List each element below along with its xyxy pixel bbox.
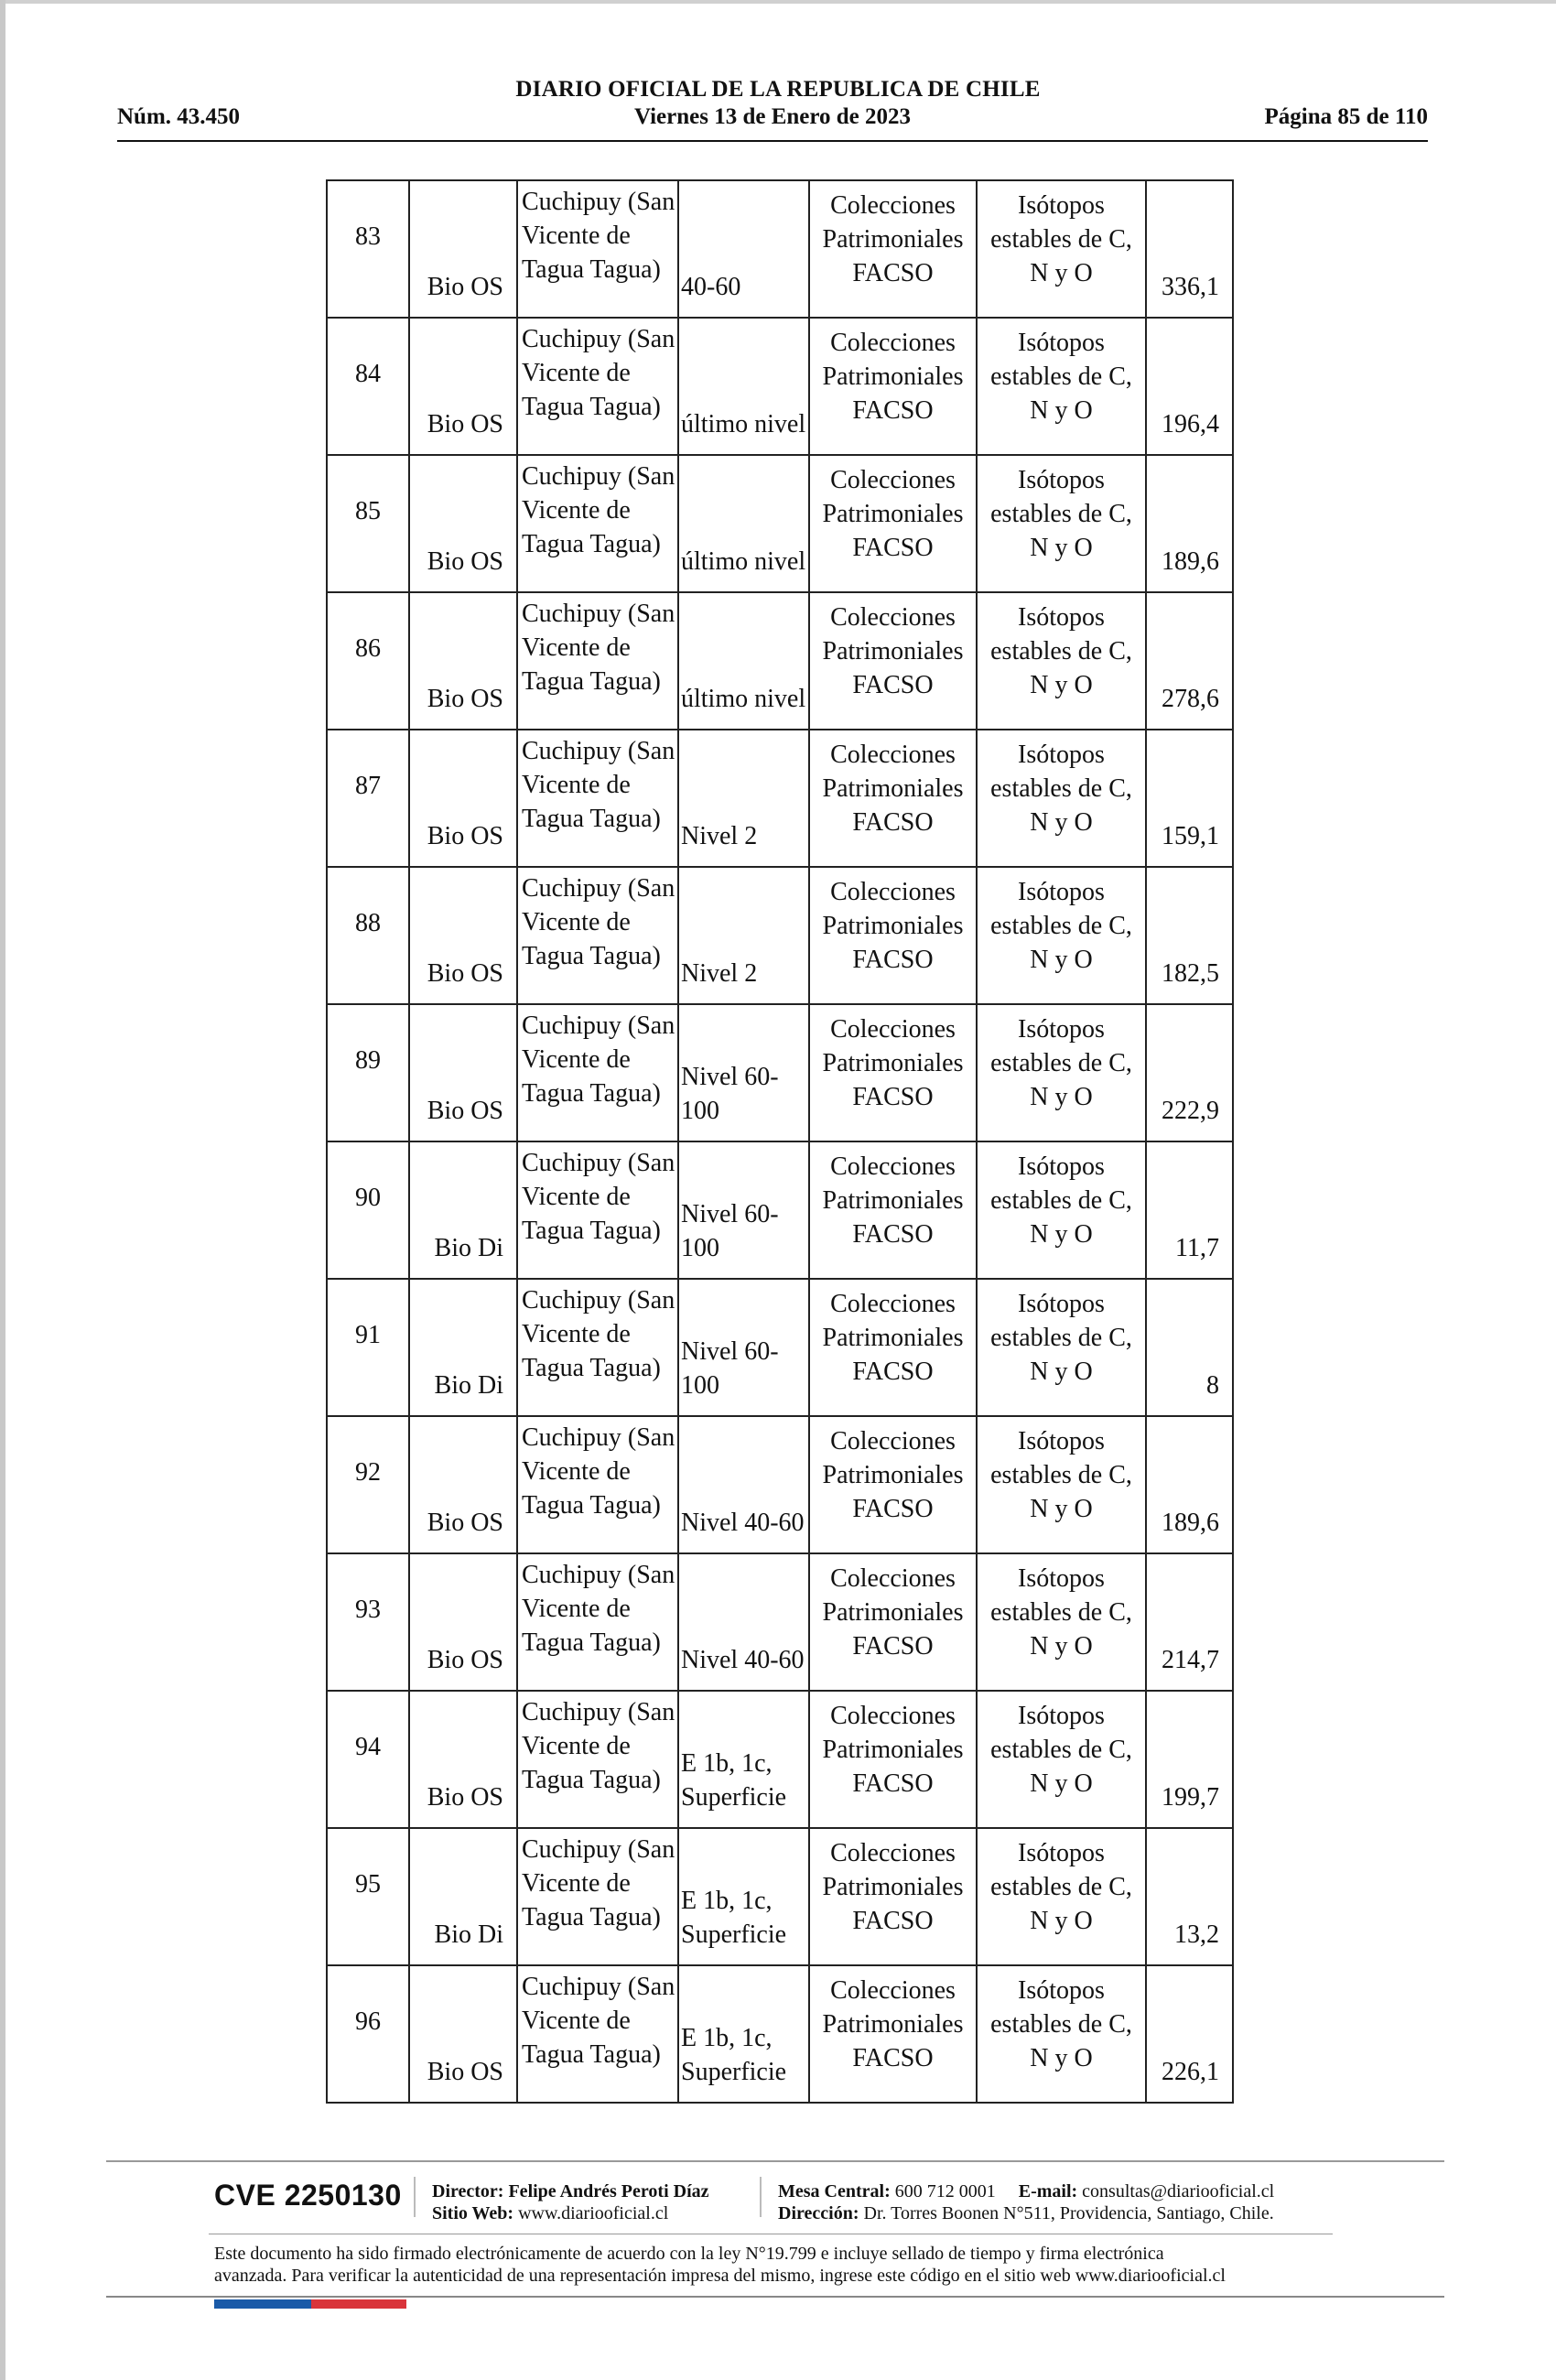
sample-level: último nivel: [681, 410, 806, 438]
sample-analysis: Isótopos estables de C, N y O: [990, 1976, 1132, 2072]
sample-value: 196,4: [1162, 410, 1219, 438]
sample-analysis: Isótopos estables de C, N y O: [990, 1839, 1132, 1935]
samples-table: [326, 179, 1234, 2104]
table-cell: [1146, 1828, 1233, 1965]
table-cell: [327, 1141, 409, 1279]
footer-separator: [760, 2177, 762, 2217]
table-row: [327, 1828, 1233, 1965]
sample-site: Cuchipuy (San Vicente de Tagua Tagua): [522, 1423, 675, 1520]
page-edge-top: [0, 0, 1556, 4]
sample-number: 87: [355, 772, 381, 800]
sample-collection: Colecciones Patrimoniales FACSO: [822, 1702, 964, 1798]
table-cell: [517, 1279, 678, 1416]
sample-level: Nivel 60- 100: [681, 1200, 779, 1262]
sample-value: 199,7: [1162, 1783, 1219, 1812]
table-cell: [409, 1004, 517, 1141]
sample-level: último nivel: [681, 547, 806, 576]
sample-site: Cuchipuy (San Vicente de Tagua Tagua): [522, 1561, 675, 1657]
sample-site: Cuchipuy (San Vicente de Tagua Tagua): [522, 737, 675, 833]
table-cell: [1146, 1004, 1233, 1141]
table-cell: [409, 318, 517, 455]
footer-divider-top: [106, 2160, 1444, 2162]
table-cell: [1146, 730, 1233, 867]
sample-analysis: Isótopos estables de C, N y O: [990, 1015, 1132, 1111]
sample-level: Nivel 60- 100: [681, 1063, 779, 1125]
sample-site: Cuchipuy (San Vicente de Tagua Tagua): [522, 1973, 675, 2069]
sample-value: 189,6: [1162, 547, 1219, 576]
flag-stripe-blue: [214, 2299, 311, 2309]
sample-value: 214,7: [1162, 1646, 1219, 1674]
sample-site: Cuchipuy (San Vicente de Tagua Tagua): [522, 1698, 675, 1794]
sample-analysis: Isótopos estables de C, N y O: [990, 741, 1132, 837]
table-cell: [977, 1141, 1146, 1279]
sample-value: 13,2: [1174, 1920, 1219, 1949]
table-cell: [809, 1004, 977, 1141]
table-cell: [809, 1553, 977, 1691]
table-cell: [977, 1553, 1146, 1691]
table-cell: [327, 1416, 409, 1553]
table-cell: [678, 592, 809, 730]
sample-number: 88: [355, 909, 381, 937]
sample-type: Bio Di: [434, 1920, 503, 1949]
table-cell: [409, 592, 517, 730]
table-cell: [809, 1965, 977, 2103]
sample-level: Nivel 2: [681, 959, 758, 988]
table-cell: [517, 730, 678, 867]
footer-director-block: [432, 2180, 709, 2224]
sample-collection: Colecciones Patrimoniales FACSO: [822, 191, 964, 287]
sample-level: 40-60: [681, 273, 741, 301]
page-indicator: Página 85 de 110: [1264, 104, 1428, 129]
table-row: [327, 1004, 1233, 1141]
sample-number: 93: [355, 1596, 381, 1624]
sample-analysis: Isótopos estables de C, N y O: [990, 191, 1132, 287]
table-cell: [327, 455, 409, 592]
footer-contact-block: [778, 2180, 1274, 2224]
table-cell: [409, 730, 517, 867]
table-cell: [517, 1691, 678, 1828]
table-cell: [409, 867, 517, 1004]
table-cell: [327, 318, 409, 455]
website-link[interactable]: www.diariooficial.cl: [518, 2203, 669, 2223]
table-cell: [327, 730, 409, 867]
sample-analysis: Isótopos estables de C, N y O: [990, 1564, 1132, 1661]
table-cell: [409, 1553, 517, 1691]
sample-site: Cuchipuy (San Vicente de Tagua Tagua): [522, 325, 675, 421]
table-row: [327, 1553, 1233, 1691]
flag-stripe-red: [311, 2299, 406, 2309]
samples-table-body: [327, 180, 1233, 2103]
sample-number: 89: [355, 1046, 381, 1075]
sample-level: Nivel 40-60: [681, 1509, 805, 1537]
sample-collection: Colecciones Patrimoniales FACSO: [822, 1015, 964, 1111]
sample-type: Bio OS: [427, 273, 503, 301]
publication-title: DIARIO OFICIAL DE LA REPUBLICA DE CHILE: [515, 77, 1041, 102]
table-cell: [809, 1416, 977, 1553]
table-row: [327, 318, 1233, 455]
sample-type: Bio OS: [427, 1509, 503, 1537]
sample-level: Nivel 60- 100: [681, 1337, 779, 1400]
sample-number: 86: [355, 634, 381, 663]
director-label: Director:: [432, 2181, 504, 2202]
sample-level: E 1b, 1c, Superficie: [681, 2024, 787, 2086]
sample-site: Cuchipuy (San Vicente de Tagua Tagua): [522, 874, 675, 970]
footer-divider-bottom: [106, 2296, 1444, 2298]
table-cell: [977, 455, 1146, 592]
table-cell: [809, 1828, 977, 1965]
sample-level: E 1b, 1c, Superficie: [681, 1749, 787, 1812]
table-cell: [517, 867, 678, 1004]
table-cell: [1146, 1416, 1233, 1553]
table-cell: [809, 1141, 977, 1279]
table-cell: [327, 592, 409, 730]
table-cell: [327, 867, 409, 1004]
table-cell: [809, 592, 977, 730]
table-cell: [327, 180, 409, 318]
table-row: [327, 180, 1233, 318]
table-cell: [1146, 867, 1233, 1004]
sample-collection: Colecciones Patrimoniales FACSO: [822, 878, 964, 974]
table-cell: [977, 592, 1146, 730]
table-cell: [409, 180, 517, 318]
sample-collection: Colecciones Patrimoniales FACSO: [822, 1290, 964, 1386]
table-cell: [517, 592, 678, 730]
table-cell: [1146, 1553, 1233, 1691]
table-row: [327, 1965, 1233, 2103]
sample-value: 222,9: [1162, 1097, 1219, 1125]
sample-level: último nivel: [681, 685, 806, 713]
table-cell: [809, 1279, 977, 1416]
table-cell: [517, 180, 678, 318]
table-cell: [1146, 180, 1233, 318]
table-cell: [1146, 1279, 1233, 1416]
table-cell: [809, 318, 977, 455]
table-row: [327, 1141, 1233, 1279]
header-divider: [117, 140, 1428, 142]
sample-collection: Colecciones Patrimoniales FACSO: [822, 741, 964, 837]
sample-analysis: Isótopos estables de C, N y O: [990, 1702, 1132, 1798]
table-cell: [678, 455, 809, 592]
sample-site: Cuchipuy (San Vicente de Tagua Tagua): [522, 1149, 675, 1245]
table-cell: [517, 1416, 678, 1553]
table-cell: [977, 1828, 1146, 1965]
sample-analysis: Isótopos estables de C, N y O: [990, 1290, 1132, 1386]
table-cell: [1146, 1141, 1233, 1279]
sample-analysis: Isótopos estables de C, N y O: [990, 466, 1132, 562]
issue-number: Núm. 43.450: [117, 104, 241, 129]
table-cell: [327, 1828, 409, 1965]
sample-type: Bio OS: [427, 959, 503, 988]
table-cell: [678, 867, 809, 1004]
sample-collection: Colecciones Patrimoniales FACSO: [822, 1427, 964, 1523]
email-label: E-mail:: [1018, 2181, 1078, 2202]
sample-number: 90: [355, 1184, 381, 1212]
sample-number: 95: [355, 1870, 381, 1899]
table-cell: [517, 1004, 678, 1141]
sample-type: Bio OS: [427, 822, 503, 850]
sample-site: Cuchipuy (San Vicente de Tagua Tagua): [522, 1835, 675, 1931]
table-cell: [517, 1553, 678, 1691]
table-cell: [409, 1416, 517, 1553]
sample-level: E 1b, 1c, Superficie: [681, 1887, 787, 1949]
table-cell: [327, 1965, 409, 2103]
samples-table-container: [326, 179, 1232, 2104]
sample-number: 85: [355, 497, 381, 525]
sample-site: Cuchipuy (San Vicente de Tagua Tagua): [522, 1012, 675, 1108]
table-cell: [678, 730, 809, 867]
table-cell: [678, 1691, 809, 1828]
table-cell: [327, 1553, 409, 1691]
legal-notice-line: Este documento ha sido firmado electrónicamente de acuerdo con la ley N°19.799 e incluye sellado de tiempo y firma electrónica: [214, 2244, 1164, 2264]
table-cell: [1146, 455, 1233, 592]
sample-number: 92: [355, 1458, 381, 1487]
table-row: [327, 1416, 1233, 1553]
sample-site: Cuchipuy (San Vicente de Tagua Tagua): [522, 462, 675, 558]
sample-value: 278,6: [1162, 685, 1219, 713]
sample-collection: Colecciones Patrimoniales FACSO: [822, 329, 964, 425]
table-cell: [977, 1965, 1146, 2103]
table-cell: [409, 1828, 517, 1965]
table-cell: [977, 1279, 1146, 1416]
table-cell: [678, 318, 809, 455]
sample-analysis: Isótopos estables de C, N y O: [990, 329, 1132, 425]
table-cell: [1146, 592, 1233, 730]
sample-value: 159,1: [1162, 822, 1219, 850]
table-cell: [517, 1141, 678, 1279]
table-cell: [409, 455, 517, 592]
table-cell: [977, 318, 1146, 455]
sample-collection: Colecciones Patrimoniales FACSO: [822, 1564, 964, 1661]
sample-analysis: Isótopos estables de C, N y O: [990, 1152, 1132, 1249]
table-cell: [1146, 1965, 1233, 2103]
table-cell: [517, 1828, 678, 1965]
table-cell: [678, 1416, 809, 1553]
cve-code: CVE 2250130: [214, 2179, 402, 2212]
sample-number: 83: [355, 222, 381, 251]
sample-type: Bio OS: [427, 1097, 503, 1125]
sample-site: Cuchipuy (San Vicente de Tagua Tagua): [522, 600, 675, 696]
table-cell: [327, 1004, 409, 1141]
sample-value: 189,6: [1162, 1509, 1219, 1537]
table-cell: [678, 1965, 809, 2103]
table-cell: [1146, 318, 1233, 455]
director-name: Felipe Andrés Peroti Díaz: [508, 2181, 709, 2202]
table-row: [327, 1691, 1233, 1828]
table-cell: [678, 1828, 809, 1965]
table-cell: [678, 180, 809, 318]
table-cell: [409, 1141, 517, 1279]
legal-notice: [214, 2243, 1340, 2287]
legal-notice-line: avanzada. Para verificar la autenticidad de una representación impresa del mismo, ingrese este código en el sitio web www.diariooficial.cl: [214, 2266, 1226, 2286]
website-label: Sitio Web:: [432, 2203, 514, 2223]
sample-type: Bio OS: [427, 685, 503, 713]
table-cell: [977, 867, 1146, 1004]
phone-value: 600 712 0001: [894, 2181, 996, 2202]
sample-number: 84: [355, 360, 381, 388]
sample-value: 226,1: [1162, 2058, 1219, 2086]
footer-separator: [414, 2177, 416, 2217]
address-value: Dr. Torres Boonen N°511, Providencia, Santiago, Chile.: [863, 2203, 1274, 2223]
sample-type: Bio OS: [427, 2058, 503, 2086]
table-cell: [517, 318, 678, 455]
table-cell: [517, 455, 678, 592]
table-cell: [809, 455, 977, 592]
sample-value: 8: [1206, 1371, 1219, 1400]
table-cell: [409, 1965, 517, 2103]
sample-collection: Colecciones Patrimoniales FACSO: [822, 466, 964, 562]
sample-site: Cuchipuy (San Vicente de Tagua Tagua): [522, 1286, 675, 1382]
table-cell: [678, 1141, 809, 1279]
table-cell: [809, 867, 977, 1004]
table-row: [327, 455, 1233, 592]
table-cell: [678, 1553, 809, 1691]
table-cell: [977, 180, 1146, 318]
table-cell: [678, 1279, 809, 1416]
table-row: [327, 592, 1233, 730]
table-cell: [678, 1004, 809, 1141]
sample-type: Bio OS: [427, 1646, 503, 1674]
address-label: Dirección:: [778, 2203, 859, 2223]
sample-number: 94: [355, 1733, 381, 1761]
table-cell: [977, 730, 1146, 867]
sample-type: Bio Di: [434, 1234, 503, 1262]
sample-collection: Colecciones Patrimoniales FACSO: [822, 603, 964, 699]
sample-collection: Colecciones Patrimoniales FACSO: [822, 1839, 964, 1935]
sample-collection: Colecciones Patrimoniales FACSO: [822, 1152, 964, 1249]
sample-number: 91: [355, 1321, 381, 1349]
table-cell: [809, 1691, 977, 1828]
table-cell: [809, 180, 977, 318]
sample-analysis: Isótopos estables de C, N y O: [990, 878, 1132, 974]
table-cell: [517, 1965, 678, 2103]
sample-type: Bio Di: [434, 1371, 503, 1400]
sample-value: 336,1: [1162, 273, 1219, 301]
table-cell: [327, 1691, 409, 1828]
page-edge-left: [0, 0, 5, 2380]
table-cell: [977, 1416, 1146, 1553]
table-cell: [409, 1279, 517, 1416]
sample-type: Bio OS: [427, 1783, 503, 1812]
sample-number: 96: [355, 2007, 381, 2036]
table-cell: [1146, 1691, 1233, 1828]
table-row: [327, 1279, 1233, 1416]
phone-label: Mesa Central:: [778, 2181, 891, 2202]
table-row: [327, 730, 1233, 867]
sample-type: Bio OS: [427, 547, 503, 576]
email-link[interactable]: consultas@diariooficial.cl: [1082, 2181, 1275, 2202]
issue-date: Viernes 13 de Enero de 2023: [633, 104, 912, 129]
header-row: [117, 104, 1428, 135]
table-cell: [977, 1004, 1146, 1141]
sample-type: Bio OS: [427, 410, 503, 438]
sample-analysis: Isótopos estables de C, N y O: [990, 1427, 1132, 1523]
sample-value: 11,7: [1175, 1234, 1219, 1262]
table-cell: [327, 1279, 409, 1416]
sample-level: Nivel 40-60: [681, 1646, 805, 1674]
sample-collection: Colecciones Patrimoniales FACSO: [822, 1976, 964, 2072]
sample-analysis: Isótopos estables de C, N y O: [990, 603, 1132, 699]
table-row: [327, 867, 1233, 1004]
table-cell: [809, 730, 977, 867]
table-cell: [409, 1691, 517, 1828]
sample-site: Cuchipuy (San Vicente de Tagua Tagua): [522, 188, 675, 284]
sample-value: 182,5: [1162, 959, 1219, 988]
table-cell: [977, 1691, 1146, 1828]
sample-level: Nivel 2: [681, 822, 758, 850]
